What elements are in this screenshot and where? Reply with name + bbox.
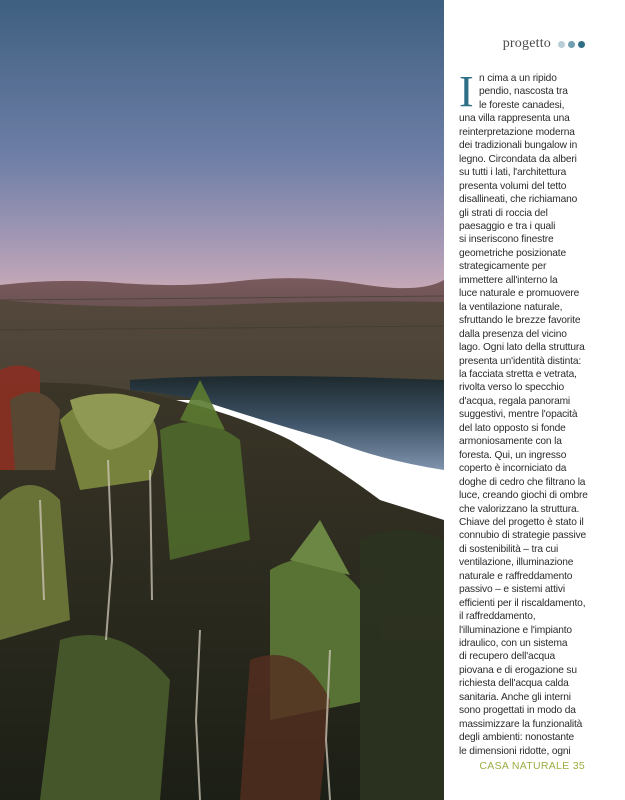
article-line: piovana e di erogazione su bbox=[459, 664, 577, 676]
article-line: armoniosamente con la bbox=[459, 436, 562, 448]
article-line: massimizzare la funzionalità bbox=[459, 718, 583, 730]
magazine-name: CASA NATURALE bbox=[479, 760, 570, 772]
article-line: doghe di cedro che filtrano la bbox=[459, 476, 586, 488]
article-line: le dimensioni ridotte, ogni bbox=[459, 745, 571, 757]
article-line: n cima a un ripido bbox=[479, 73, 557, 84]
article-line: geometriche posizionate bbox=[459, 247, 566, 259]
article-line: una villa rappresenta una bbox=[459, 113, 570, 125]
article-line: si inseriscono finestre bbox=[459, 234, 554, 246]
article-line: coperto è incorniciato da bbox=[459, 463, 567, 475]
page-number: 35 bbox=[572, 760, 585, 772]
section-title: progetto bbox=[502, 36, 551, 51]
section-label bbox=[503, 36, 585, 52]
article-line: richiesta dell'acqua calda bbox=[459, 678, 569, 690]
article-body bbox=[459, 67, 588, 758]
article-line: rivolta verso lo specchio bbox=[459, 382, 564, 394]
article-line: idraulico, con un sistema bbox=[459, 638, 568, 650]
article-line: gli strati di roccia del bbox=[459, 207, 548, 219]
page-footer bbox=[479, 760, 585, 772]
article-line: pendio, nascosta tra bbox=[479, 86, 568, 98]
article-line: foresta. Qui, un ingresso bbox=[459, 449, 567, 461]
article-line: paesaggio e tra i quali bbox=[459, 220, 556, 232]
article-line: dalla presenza del vicino bbox=[459, 328, 567, 340]
article-line: presenta volumi del tetto bbox=[459, 180, 567, 192]
article-line: l'illuminazione e l'impianto bbox=[459, 624, 572, 636]
article-line: naturale e raffreddamento bbox=[459, 570, 573, 582]
article-line: sono progettati in modo da bbox=[459, 705, 576, 717]
article-line: immettere all'interno la bbox=[459, 274, 558, 286]
article-line: connubio di strategie passive bbox=[459, 530, 587, 542]
article-line: disallineati, che richiamano bbox=[459, 194, 578, 206]
article-line: che valorizzano la struttura. bbox=[459, 503, 580, 515]
article-line: ventilazione, illuminazione bbox=[459, 557, 574, 569]
article-line: strategicamente per bbox=[459, 261, 547, 273]
article-line: suggestivi, mentre l'opacità bbox=[459, 409, 578, 421]
article-line: efficienti per il riscaldamento, bbox=[459, 597, 586, 609]
article-line: sanitaria. Anche gli interni bbox=[459, 691, 571, 703]
section-dot-1 bbox=[558, 41, 565, 48]
article-line: sfruttando le brezze favorite bbox=[459, 315, 581, 327]
section-dot-2 bbox=[568, 41, 575, 48]
article-line: la facciata stretta e vetrata, bbox=[459, 368, 577, 380]
article-line: lago. Ogni lato della struttura bbox=[459, 342, 585, 354]
article-line: su tutti i lati, l'architettura bbox=[459, 167, 567, 179]
article-line: il raffreddamento, bbox=[459, 611, 536, 623]
article-line: le foreste canadesi, bbox=[479, 99, 565, 111]
article-line: passivo – e sistemi attivi bbox=[459, 584, 565, 596]
section-dot-3 bbox=[578, 41, 585, 48]
article-line: luce naturale e promuovere bbox=[459, 288, 580, 300]
article-line: d'acqua, regala panorami bbox=[459, 395, 571, 407]
article-line: Chiave del progetto è stato il bbox=[459, 516, 584, 528]
article-line: di sostenibilità – tra cui bbox=[459, 543, 559, 555]
article-line: presenta un'identità distinta: bbox=[459, 355, 582, 367]
article-line: del lato opposto si fonde bbox=[459, 422, 566, 434]
article-line: luce, creando giochi di ombre bbox=[459, 490, 588, 502]
article-line: di recupero dell'acqua bbox=[459, 651, 556, 663]
article-line: degli ambienti: nonostante bbox=[459, 732, 575, 744]
drop-cap: I bbox=[459, 67, 474, 116]
article-line: legno. Circondata da alberi bbox=[459, 153, 577, 165]
article-line: la ventilazione naturale, bbox=[459, 301, 563, 313]
article-line: reinterpretazione moderna bbox=[459, 126, 575, 138]
article-line: dei tradizionali bungalow in bbox=[459, 140, 578, 152]
